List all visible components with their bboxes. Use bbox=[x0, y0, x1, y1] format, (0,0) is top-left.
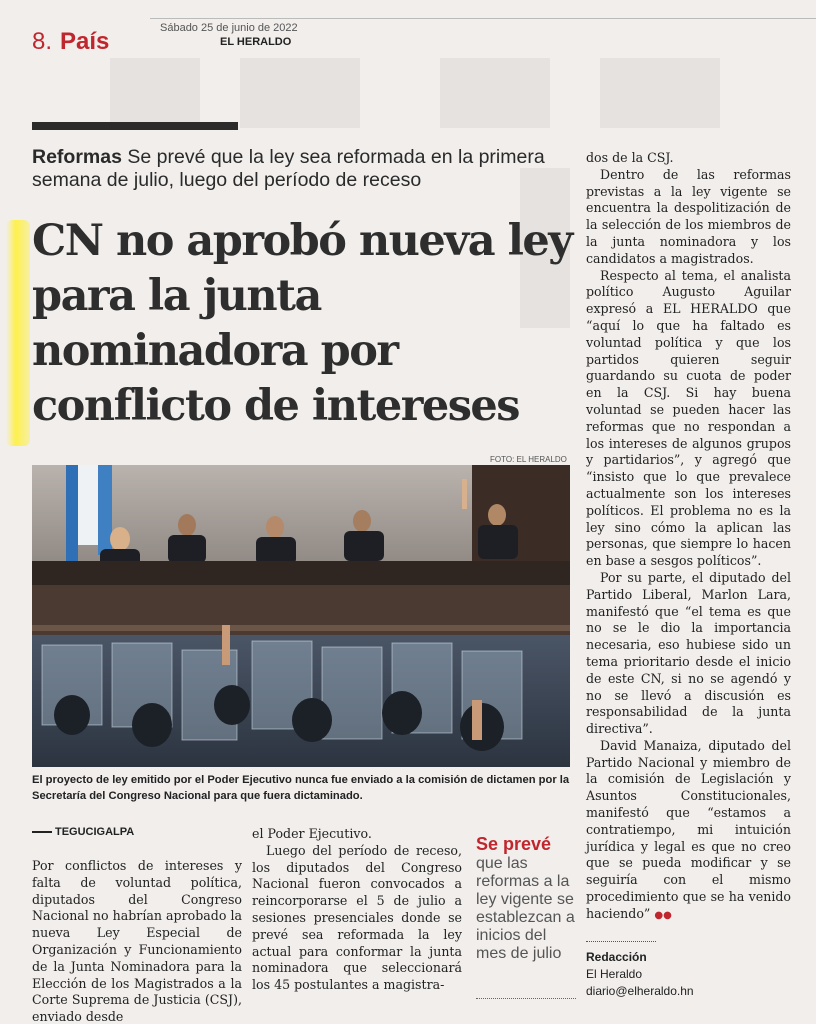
body-column-3 bbox=[586, 150, 791, 925]
paragraph: Respecto al tema, el analista político Augusto Aguilar expresó a EL HERALDO que “aquí lo que ha faltado es voluntad política y que los partidos quieren seguir guardando su cuota de poder en la CSJ. Si hay buena voluntad se pueden hacer las reformas que no respondan a los intereses de algunos grupos y partidarios”, y agregó que “insisto que lo que prevalece actualmente son los intereses políticos. El problema no es la ley sino cómo la aplican las personas, que siempre lo hacen en base a sesgos políticos”. bbox=[586, 267, 791, 569]
paragraph-text: David Manaiza, diputado del Partido Nacional y miembro de la comisión de Legislación y Asuntos Constitucionales, manifestó que “estamos a contratiempo, mi intuición jurídica y legal es que no creo que se pueda modificar y se seguiría con el mismo procedimiento que se ha venido haciendo” bbox=[586, 737, 791, 921]
byline-email: diario@elheraldo.hn bbox=[586, 984, 694, 998]
newspaper-name: EL HERALDO bbox=[220, 36, 292, 48]
pull-quote-title: Se prevé bbox=[476, 834, 552, 854]
byline-label: Redacción bbox=[586, 950, 647, 964]
kicker: Reformas bbox=[32, 146, 122, 168]
congress-session-photo bbox=[32, 465, 570, 767]
pull-quote bbox=[476, 834, 576, 963]
dateline-text: TEGUCIGALPA bbox=[55, 826, 135, 838]
paragraph: Por su parte, el diputado del Partido Liberal, Marlon Lara, manifestó que “el tema es que no se le dio la importancia necesaria, eso hubiese sido un tema prioritario desde el inicio de este CN, si no se agendó y no se llevó a discusión es responsabilidad de la junta directiva”. bbox=[586, 569, 791, 737]
paragraph: Dentro de las reformas previstas a la ley vigente se encuentra la despolitización de la selección de los miembros de la junta nominadora y los candidatos a magistrados. bbox=[586, 166, 791, 266]
highlighter-mark bbox=[6, 220, 30, 446]
paragraph: dos de la CSJ. bbox=[586, 150, 674, 165]
header-rule bbox=[150, 18, 816, 19]
photo-credit: FOTO: EL HERALDO bbox=[490, 455, 567, 464]
byline-rule bbox=[586, 941, 656, 942]
paragraph bbox=[586, 738, 791, 925]
byline-name: El Heraldo bbox=[586, 967, 643, 981]
page-number: 8. bbox=[32, 28, 53, 55]
dateline bbox=[32, 826, 134, 838]
dateline-dash bbox=[32, 831, 52, 833]
body-column-1 bbox=[32, 858, 242, 1024]
byline bbox=[586, 949, 694, 1000]
body-column-2 bbox=[252, 826, 462, 994]
photo-caption: El proyecto de ley emitido por el Poder Ejecutivo nunca fue enviado a la comisión de dictamen por la Secretaría del Congreso Nacional para que fuera dictaminado. bbox=[32, 774, 570, 802]
paragraph: el Poder Ejecutivo. bbox=[252, 826, 372, 841]
pull-quote-text: que las reformas a la ley vigente se establezcan a inicios del mes de julio bbox=[476, 855, 575, 962]
end-mark-icon: ●● bbox=[654, 909, 672, 921]
article-deck bbox=[32, 146, 572, 192]
headline: CN no aprobó nueva ley para la junta nominadora por conflicto de intereses bbox=[32, 216, 572, 431]
paragraph: Luego del período de receso, los diputados del Congreso Nacional fueron convocados a reincorporarse el 5 de julio a sesiones presenciales donde se prevé sea reformada la ley actual para conformar la junta nominadora que seleccionará los 45 postulantes a magistra- bbox=[252, 842, 462, 993]
section-name: País bbox=[60, 28, 110, 55]
paragraph: Por conflictos de intereses y falta de voluntad política, diputados del Congreso Nacional no habrían aprobado la nueva Ley Especial de Organización y Funcionamiento de la Junta Nominadora para la Elección de los Magistrados a la Corte Suprema de Justicia (CSJ), enviado desde bbox=[32, 858, 242, 1024]
deck-text: Se prevé que la ley sea reformada en la primera semana de julio, luego del período de receso bbox=[32, 146, 545, 191]
pull-quote-rule bbox=[476, 998, 576, 999]
publication-date: Sábado 25 de junio de 2022 bbox=[160, 22, 298, 34]
kicker-rule bbox=[32, 122, 238, 130]
